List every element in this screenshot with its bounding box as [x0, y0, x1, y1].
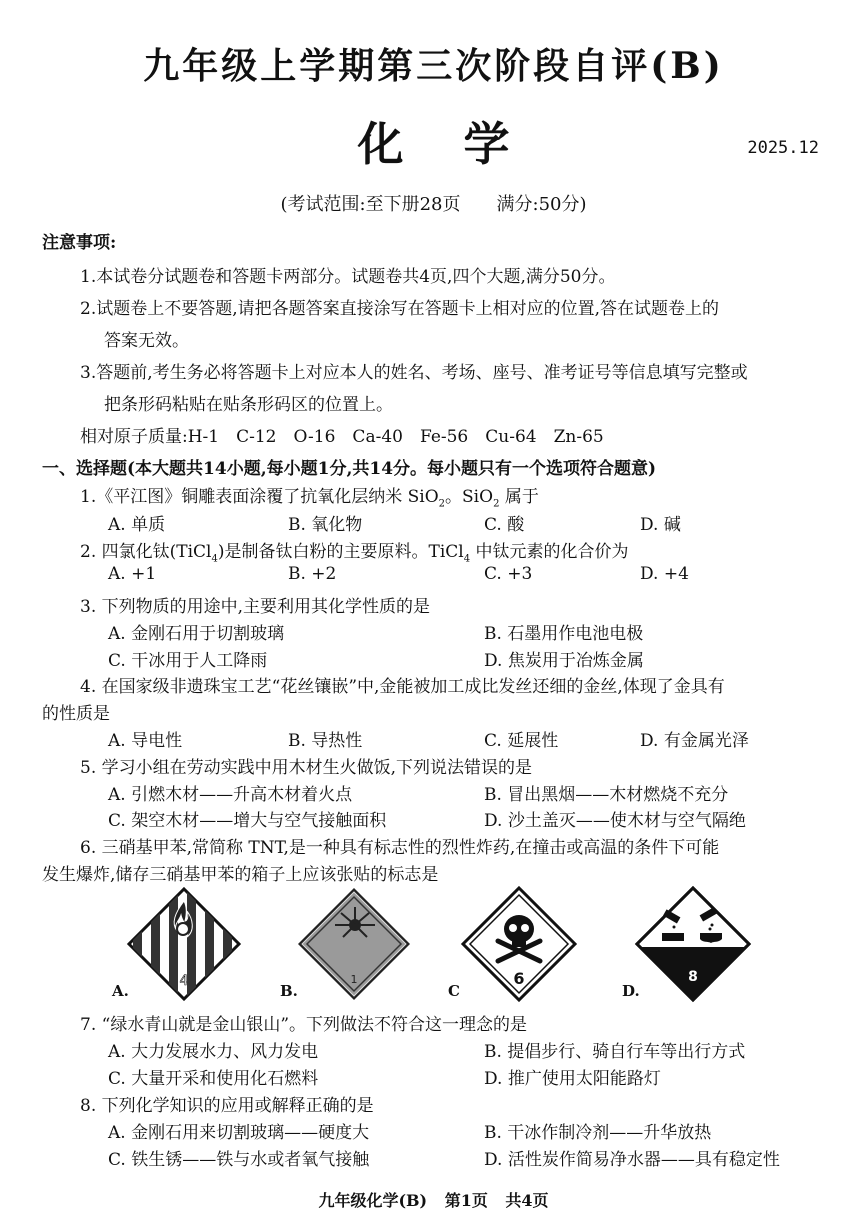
q6-stem: 6. 三硝基甲苯,常简称 TNT,是一种具有标志性的烈性炸药,在撞击或高温的条件下可能: [80, 838, 720, 858]
q2-stem: [80, 537, 629, 564]
q1-subscript: 2: [438, 498, 446, 510]
q3-option-a: A. 金刚石用于切割玻璃: [108, 624, 285, 644]
page-footer: [0, 1188, 867, 1211]
notice-title: 注意事项:: [42, 233, 117, 253]
footer-page-number: 第1页: [444, 1191, 488, 1210]
q8-option-a: A. 金刚石用来切割玻璃——硬度大: [108, 1123, 370, 1143]
q1-stem-part: 。SiO: [445, 487, 494, 507]
notice-item-2: 2.试题卷上不要答题,请把各题答案直接涂写在答题卡上相对应的位置,答在试题卷上的: [80, 299, 720, 319]
sign-a-label: A.: [112, 982, 129, 1000]
q1-option-a: A. 单质: [108, 515, 166, 535]
q1-stem-part: 1.《平江图》铜雕表面涂覆了抗氧化层纳米 SiO: [80, 487, 439, 507]
sign-d-label: D.: [622, 982, 640, 1000]
q5-option-b: B. 冒出黑烟——木材燃烧不充分: [484, 785, 729, 805]
q4-option-b: B. 导热性: [288, 731, 363, 751]
notice-item-2-cont: 答案无效。: [104, 331, 189, 351]
q2-option-b: B. +2: [288, 564, 337, 584]
q2-option-c: C. +3: [484, 564, 533, 584]
sign-b-label: B.: [280, 982, 298, 1000]
q8-option-c: C. 铁生锈——铁与水或者氧气接触: [108, 1150, 370, 1170]
q5-option-c: C. 架空木材——增大与空气接触面积: [108, 811, 387, 831]
q8-option-b: B. 干冰作制冷剂——升华放热: [484, 1123, 712, 1143]
q7-option-a: A. 大力发展水力、风力发电: [108, 1042, 319, 1062]
q8-stem: 8. 下列化学知识的应用或解释正确的是: [80, 1096, 374, 1116]
q3-option-c: C. 干冰用于人工降雨: [108, 651, 268, 671]
q7-stem: 7. “绿水青山就是金山银山”。下列做法不符合这一理念的是: [80, 1015, 528, 1035]
q1-stem: [80, 482, 539, 509]
q5-stem: 5. 学习小组在劳动实践中用木材生火做饭,下列说法错误的是: [80, 758, 533, 778]
q4-option-d: D. 有金属光泽: [640, 731, 749, 751]
q2-subscript: 4: [463, 553, 471, 565]
q3-option-b: B. 石墨用作电池电极: [484, 624, 644, 644]
q1-option-c: C. 酸: [484, 515, 525, 535]
notice-item-1: 1.本试卷分试题卷和答题卡两部分。试题卷共4页,四个大题,满分50分。: [80, 267, 616, 287]
scope-text: (考试范围:至下册28页: [280, 194, 461, 215]
q5-option-a: A. 引燃木材——升高木材着火点: [108, 785, 353, 805]
full-score-text: 满分:50分): [496, 194, 587, 215]
exam-date: 2025.12: [747, 138, 819, 158]
q8-option-d: D. 活性炭作简易净水器——具有稳定性: [484, 1150, 780, 1170]
q1-subscript: 2: [493, 498, 500, 510]
q7-option-d: D. 推广使用太阳能路灯: [484, 1069, 661, 1089]
footer-subject: 九年级化学(B): [318, 1191, 428, 1210]
sign-a-number: 4: [179, 973, 189, 989]
q1-option-b: B. 氧化物: [288, 515, 363, 535]
sign-c-number: 6: [513, 969, 525, 988]
q7-option-b: B. 提倡步行、骑自行车等出行方式: [484, 1042, 746, 1062]
sign-b-explosive-icon: [295, 885, 413, 1003]
q3-option-d: D. 焦炭用于冶炼金属: [484, 651, 644, 671]
q4-stem-cont: 的性质是: [42, 704, 110, 724]
q2-option-a: A. +1: [108, 564, 157, 584]
q2-subscript: 4: [211, 553, 218, 565]
q1-option-d: D. 碱: [640, 515, 681, 535]
q6-stem-cont: 发生爆炸,储存三硝基甲苯的箱子上应该张贴的标志是: [42, 865, 439, 885]
q2-option-d: D. +4: [640, 564, 689, 584]
q2-stem-part: )是制备钛白粉的主要原料。TiCl: [217, 542, 464, 562]
q7-option-c: C. 大量开采和使用化石燃料: [108, 1069, 319, 1089]
q4-option-a: A. 导电性: [108, 731, 183, 751]
q4-stem: 4. 在国家级非遗珠宝工艺“花丝镶嵌”中,金能被加工成比发丝还细的金丝,体现了金具有: [80, 677, 725, 697]
q5-option-d: D. 沙土盖灭——使木材与空气隔绝: [484, 811, 746, 831]
q2-stem-part: 中钛元素的化合价为: [470, 542, 629, 562]
sign-d-number: 8: [688, 969, 698, 985]
q2-stem-part: 2. 四氯化钛(TiCl: [80, 542, 212, 562]
sign-c-toxic-icon: [460, 885, 578, 1003]
subject-title: 化学: [357, 117, 570, 171]
sign-c-label: C: [448, 982, 460, 1000]
notice-item-3: 3.答题前,考生务必将答题卡上对应本人的姓名、考场、座号、准考证号等信息填写完整或: [80, 363, 748, 383]
q3-stem: 3. 下列物质的用途中,主要利用其化学性质的是: [80, 597, 431, 617]
footer-total-pages: 共4页: [505, 1191, 549, 1210]
exam-scope: [0, 190, 867, 216]
sign-a-flammable-solid-icon: [125, 885, 243, 1003]
exam-title: 九年级上学期第三次阶段自评(B): [143, 45, 724, 87]
section-1-title: 一、选择题(本大题共14小题,每小题1分,共14分。每小题只有一个选项符合题意): [42, 459, 657, 479]
notice-item-3-cont: 把条形码粘贴在贴条形码区的位置上。: [104, 395, 393, 415]
atomic-masses: 相对原子质量:H-1 C-12 O-16 Ca-40 Fe-56 Cu-64 Zn-65: [80, 427, 604, 447]
q1-stem-part: 属于: [499, 487, 539, 507]
sign-b-number: 1: [350, 973, 358, 986]
sign-d-corrosive-icon: [634, 885, 752, 1003]
q4-option-c: C. 延展性: [484, 731, 559, 751]
